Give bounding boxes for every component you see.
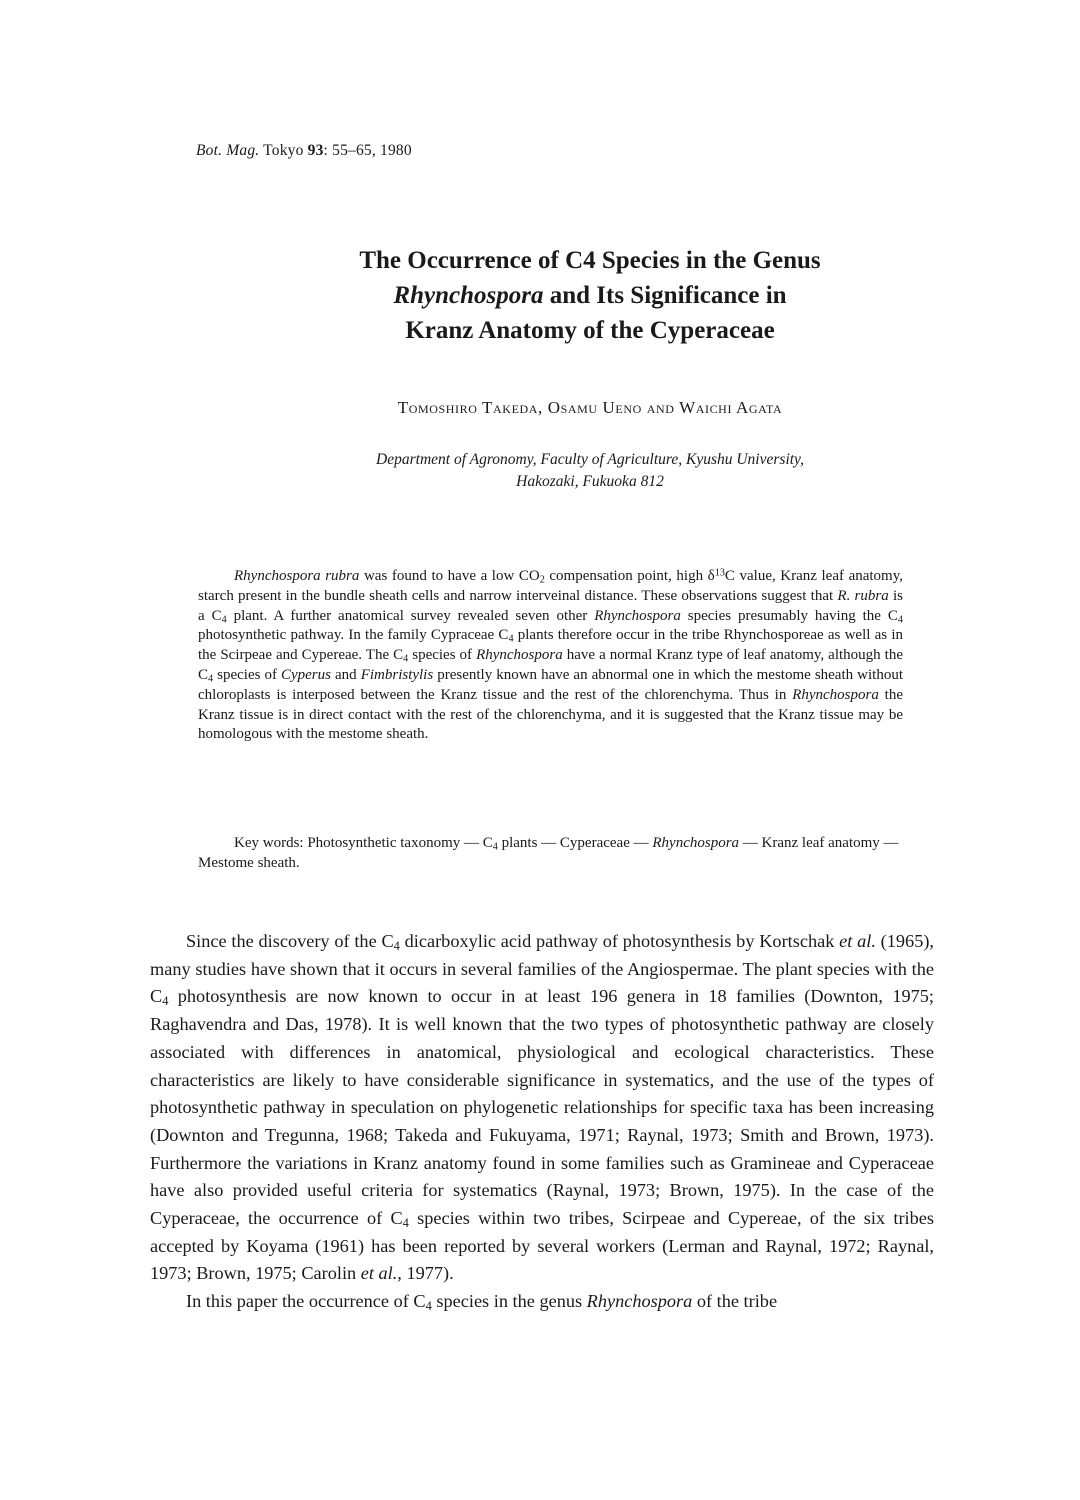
et-al: et al. [839, 931, 876, 951]
subscript: 4 [508, 633, 514, 645]
affiliation [150, 449, 1030, 493]
subscript: 4 [403, 653, 409, 665]
subscript: 2 [539, 574, 545, 586]
body-text-run: photosynthesis are now known to occur in at least 196 genera in 18 families (Downton, 1975; Raghavendra and Das, 1978). It is well known that the two types of photosynthetic pathway are closely associated with differences in anatomical, physiological and ecological characteristics. These characteristics are likely to have considerable significance in systematics, and the use of the types of photosynthetic pathway in speculation on phylogenetic relationships for specific taxa has been increasing (Downton and Tregunna, 1968; Takeda and Fukuyama, 1971; Raynal, 1973; Smith and Brown, 1973). Furthermore the variations in Kranz anatomy found in some families such as Gramineae and Cyperaceae have also provided useful criteria for systematics (Raynal, 1973; Brown, 1975). In the case of the Cyperaceae, the occurrence of C [150, 986, 934, 1229]
subscript: 4 [221, 614, 227, 626]
abstract-text: and [330, 666, 361, 683]
superscript: 13 [714, 567, 725, 579]
subscript: 4 [208, 673, 214, 685]
affiliation-line-1: Department of Agronomy, Faculty of Agriculture, Kyushu University, [376, 451, 804, 468]
subscript: 4 [162, 994, 169, 1009]
abstract [198, 567, 903, 745]
abstract-text: plants therefore occur in the tribe Rhynchosporeae as well as in the Scirpeae and Cypereae. The C [198, 627, 904, 664]
keywords [198, 834, 903, 874]
journal-abbreviation: Bot. Mag. [196, 142, 260, 159]
abstract-text: is a C [198, 587, 903, 624]
title-line-1: The Occurrence of C4 Species in the Genus [359, 247, 821, 274]
body-text [150, 928, 934, 1316]
journal-volume: 93 [307, 142, 324, 159]
species-name: Rhynchospora rubra [234, 568, 360, 584]
journal-citation [196, 142, 412, 160]
genus-name: Cyperus [280, 666, 331, 683]
journal-city: Tokyo [263, 142, 304, 159]
body-text-run: Since the discovery of the C [186, 931, 394, 951]
paper-title [150, 243, 1030, 348]
abstract-text: presently known have an abnormal one in which the mestome sheath without chloroplasts is interposed between the Kranz tissue and the rest of the chlorenchyma. Thus in [198, 666, 903, 703]
et-al: et al. [360, 1263, 398, 1284]
body-text-run: , 1977). [397, 1263, 454, 1284]
genus-name: Fimbristylis [360, 666, 434, 683]
title-line-2 [150, 278, 1030, 313]
body-text-run: species within two tribes, Scirpeae and Cypereae, of the six tribes accepted by Koyama (1961) has been reported by several workers (Lerman and Raynal, 1972; Raynal, 1973; Brown, 1975; Carolin [150, 1208, 934, 1284]
abstract-text: compensation point, high δ [544, 568, 715, 584]
genus-name: Rhynchospora [586, 1291, 693, 1312]
keywords-text: Key words: Photosynthetic taxonomy — C [234, 835, 493, 851]
body-text-run: species in the genus [431, 1291, 587, 1312]
abstract-paragraph [198, 567, 903, 745]
genus-name: Rhynchospora [792, 686, 879, 703]
keywords-paragraph [198, 834, 903, 874]
subscript: 4 [393, 939, 400, 954]
subscript: 4 [897, 614, 903, 626]
species-name: R. rubra [837, 587, 889, 604]
abstract-text: plant. A further anatomical survey revealed seven other [226, 607, 595, 624]
body-paragraph-2 [150, 1288, 934, 1316]
title-line-2-rest: and Its Significance in [543, 282, 787, 309]
abstract-text: photosynthetic pathway. In the family Cypraceae C [198, 627, 509, 644]
genus-name: Rhynchospora [476, 647, 563, 664]
subscript: 4 [425, 1299, 432, 1314]
body-text-run: In this paper the occurrence of C [186, 1291, 426, 1312]
title-line-3: Kranz Anatomy of the Cyperaceae [405, 317, 775, 344]
abstract-text: C value, Kranz leaf anatomy, starch present in the bundle sheath cells and narrow interveinal distance. These observations suggest that [198, 568, 903, 604]
abstract-text: species of [408, 647, 477, 664]
body-text-run: of the tribe [692, 1291, 778, 1312]
subscript: 4 [402, 1216, 409, 1231]
abstract-text: species of [213, 666, 281, 683]
abstract-text: species presumably having the C [680, 607, 898, 624]
abstract-text: was found to have a low CO [359, 568, 540, 584]
genus-name: Rhynchospora [594, 607, 681, 624]
subscript: 4 [492, 841, 498, 853]
body-paragraph-1 [150, 928, 934, 1288]
title-genus: Rhynchospora [393, 282, 544, 309]
keywords-text: plants — Cyperaceae — [497, 835, 653, 851]
journal-pages-year: : 55–65, 1980 [323, 142, 412, 159]
body-text-run: dicarboxylic acid pathway of photosynthesis by Kortschak [399, 931, 840, 951]
body-text-run: (1965), many studies have shown that it occurs in several families of the Angiospermae. The plant species with the C [150, 931, 934, 1007]
keywords-text: — Kranz leaf anatomy — Mestome sheath. [198, 835, 899, 871]
abstract-text: the Kranz tissue is in direct contact with the rest of the chlorenchyma, and it is suggested that the Kranz tissue may be homologous with the mestome sheath. [198, 686, 904, 743]
affiliation-line-2: Hakozaki, Fukuoka 812 [516, 473, 664, 490]
abstract-text: have a normal Kranz type of leaf anatomy, although the C [198, 647, 904, 683]
author-list: Tomoshiro Takeda, Osamu Ueno and Waichi Agata [397, 398, 783, 417]
genus-name: Rhynchospora [652, 835, 740, 851]
